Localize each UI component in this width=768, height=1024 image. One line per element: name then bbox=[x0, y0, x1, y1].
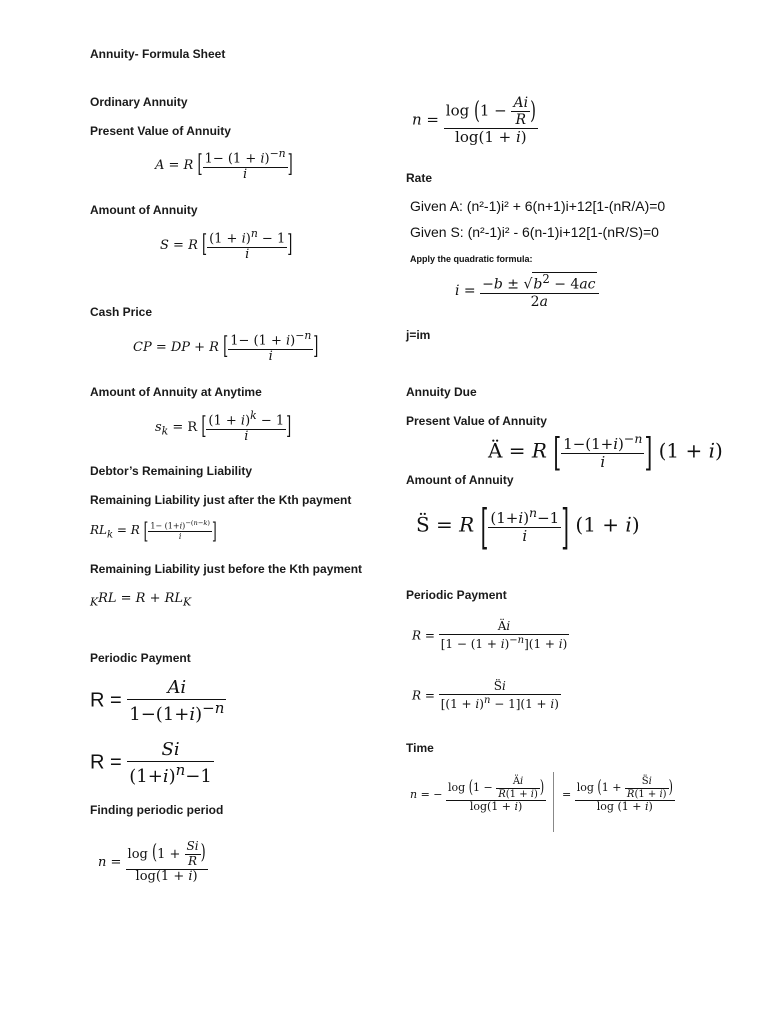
formula-rl-after: $RL_k = R$ [ $\frac{1- (1+i)^{-(n-k)}}{i}$ ] bbox=[90, 517, 217, 544]
heading-finding-period: Finding periodic period bbox=[90, 803, 224, 817]
page-title: Annuity- Formula Sheet bbox=[90, 47, 226, 61]
formula-amount-annuity: S = R [ $\frac{(1 + i)^n - 1}{i}$ ] bbox=[160, 227, 293, 263]
heading-rl-after: Remaining Liability just after the Kth payment bbox=[90, 493, 352, 507]
heading-amount-annuity: Amount of Annuity bbox=[90, 203, 198, 217]
heading-present-value-due: Present Value of Annuity bbox=[406, 414, 547, 428]
j-equals-im: j=im bbox=[406, 328, 431, 342]
formula-present-value-due: Ä = R [ $\frac{1-(1+i)^{-n}}{i}$ ] (1 + i) bbox=[488, 428, 723, 475]
rate-given-a: Given A: (n²-1)i² + 6(n+1)i+12[1-(nR/A)=0 bbox=[410, 198, 666, 214]
formula-periodic-payment-s: R = $\frac{Si}{(1+i)^n-1}$ bbox=[90, 739, 212, 787]
rate-given-s: Given S: (n²-1)i² - 6(n-1)i+12[1-(nR/S)=0 bbox=[410, 224, 659, 240]
heading-time: Time bbox=[406, 741, 434, 755]
formula-finding-period: n = log (1 + $\frac{Si}{R}$ ) log(1 + i) bbox=[98, 839, 206, 884]
heading-cash-price: Cash Price bbox=[90, 305, 153, 319]
heading-periodic-payment-left: Periodic Payment bbox=[90, 651, 191, 665]
heading-rate: Rate bbox=[406, 171, 433, 185]
formula-present-value: A = R [ $\frac{1- (1 + i)^{-n}}{i}$ ] bbox=[155, 147, 293, 183]
formula-amount-anytime: $s_k = R$ [ $\frac{(1 + i)^k - 1}{i}$ ] bbox=[155, 409, 292, 445]
formula-periodic-payment-due-s: R = $\frac{S̈i}{[(1 + i)^n - 1](1 + i)}$ bbox=[412, 679, 559, 711]
formula-time-due-s: = log (1 + $\frac{S̈i}{R(1 + i)}$ ) log (1 + i) bbox=[562, 776, 673, 813]
quadratic-label: Apply the quadratic formula: bbox=[410, 254, 533, 264]
heading-amount-annuity-due: Amount of Annuity bbox=[406, 473, 514, 487]
formula-rl-before: $_KRL = R + RL_K$ bbox=[90, 591, 192, 609]
formula-amount-annuity-due: S̈ = R [ $\frac{(1+i)^n-1}{i}$ ] (1 + i) bbox=[416, 496, 640, 555]
divider-line bbox=[553, 772, 554, 832]
formula-time-due-a: n = − log (1 − $\frac{Äi}{R(1 + i)}$ ) log(1 + i) bbox=[410, 776, 545, 813]
heading-annuity-due: Annuity Due bbox=[406, 385, 477, 399]
heading-present-value: Present Value of Annuity bbox=[90, 124, 231, 138]
heading-periodic-payment-due: Periodic Payment bbox=[406, 588, 507, 602]
formula-quadratic: i = $\frac{-b \pm √b^2 - 4ac}{2a}$ bbox=[455, 272, 599, 310]
formula-periodic-payment-a: R = $\frac{Ai}{1-(1+i)^{-n}}$ bbox=[90, 677, 225, 725]
formula-time-n: n = log (1 − $\frac{Ai}{R}$ ) log(1 + i) bbox=[412, 95, 536, 147]
heading-debtor-liability: Debtor’s Remaining Liability bbox=[90, 464, 253, 478]
heading-ordinary-annuity: Ordinary Annuity bbox=[90, 95, 188, 109]
formula-periodic-payment-due-a: R = $\frac{Äi}{[1 - (1 + i)^{-n}](1 + i)}$ bbox=[412, 619, 568, 651]
heading-rl-before: Remaining Liability just before the Kth payment bbox=[90, 562, 363, 576]
formula-cash-price: CP = DP + R [ $\frac{1- (1 + i)^{-n}}{i}$ ] bbox=[133, 329, 319, 365]
heading-amount-anytime: Amount of Annuity at Anytime bbox=[90, 385, 262, 399]
